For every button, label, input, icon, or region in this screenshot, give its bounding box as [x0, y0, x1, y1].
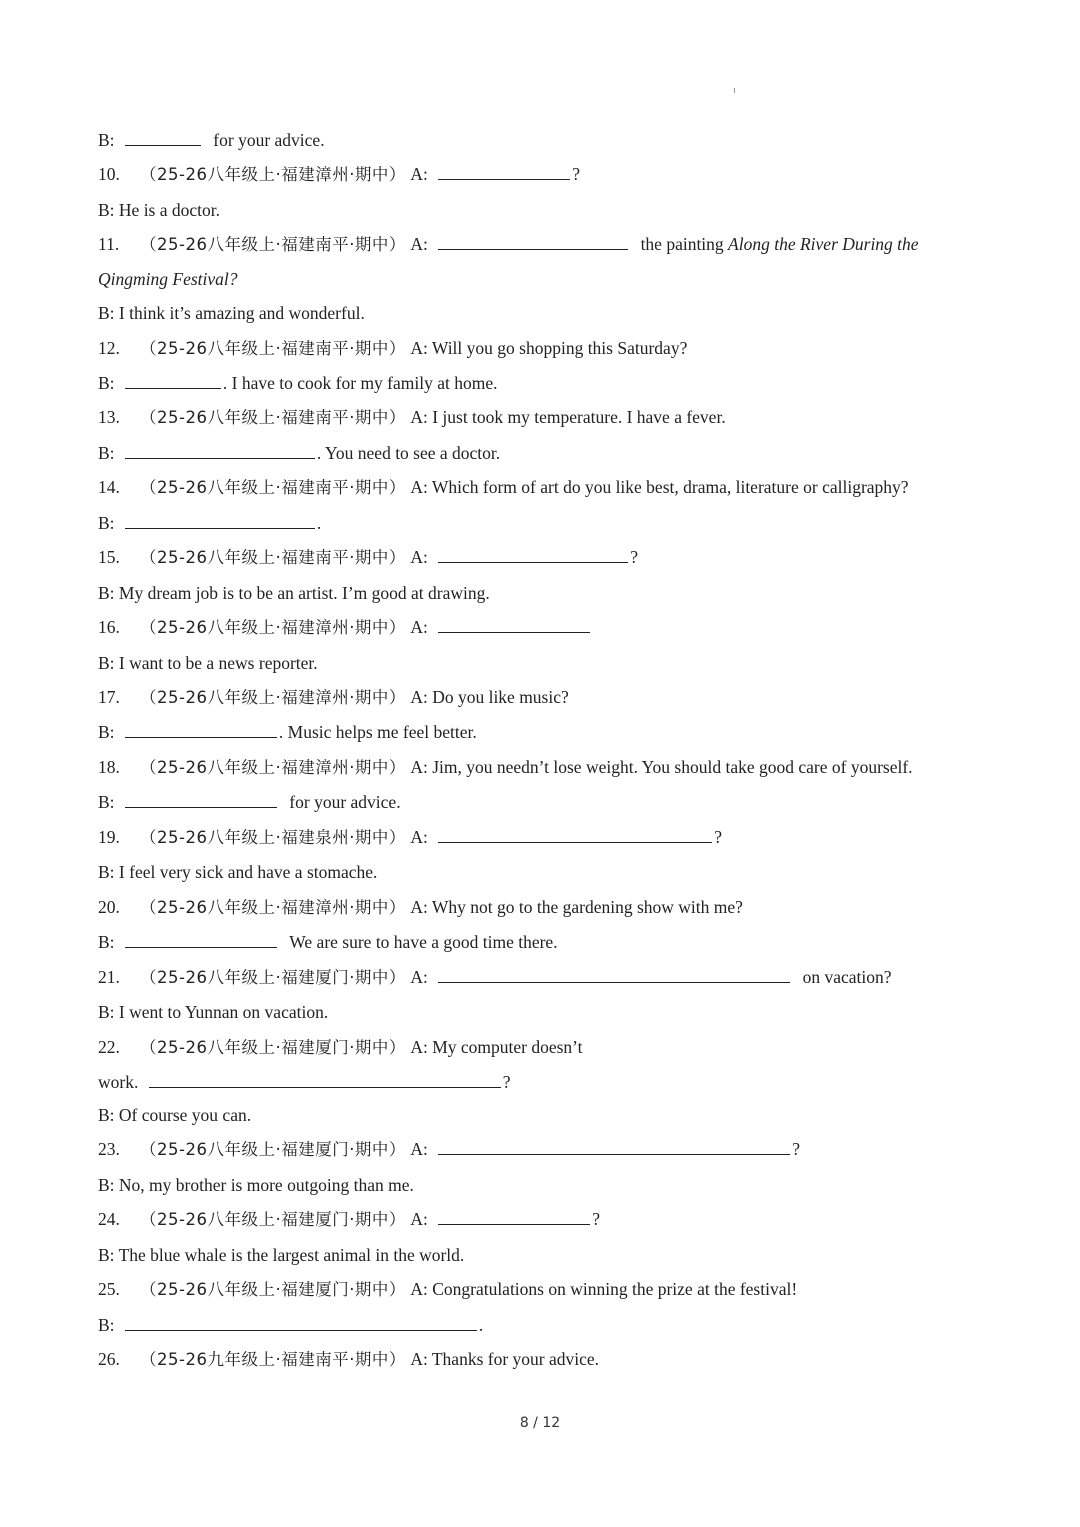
q16-b-line: B: I want to be a news reporter. — [98, 653, 318, 673]
answer-blank[interactable] — [438, 616, 590, 633]
q24-b-line: B: The blue whale is the largest animal in the world. — [98, 1245, 465, 1265]
answer-blank[interactable] — [438, 233, 628, 250]
answer-blank[interactable] — [438, 546, 628, 563]
answer-blank[interactable] — [125, 931, 277, 948]
q14-a-line: 14. （25-26八年级上·福建南平·期中） A: Which form of art do you like best, drama, literature or calligraphy? — [98, 477, 909, 497]
q19-a-line: 19. （25-26八年级上·福建泉州·期中） A: ? — [98, 827, 722, 847]
q17-b-line: B: . Music helps me feel better. — [98, 722, 477, 742]
q13-b-line: B: . You need to see a doctor. — [98, 443, 501, 463]
answer-blank[interactable] — [125, 512, 315, 529]
q22-a-line2: work. ? — [98, 1072, 511, 1092]
q19-b-line: B: I feel very sick and have a stomache. — [98, 862, 378, 882]
answer-blank[interactable] — [438, 826, 712, 843]
q20-b-line: B: We are sure to have a good time there. — [98, 932, 558, 952]
answer-blank[interactable] — [438, 1208, 590, 1225]
page-number: 8 / 12 — [519, 1415, 561, 1431]
q9-b-line: B: for your advice. — [98, 130, 325, 150]
q23-b-line: B: No, my brother is more outgoing than me. — [98, 1175, 414, 1195]
q15-a-line: 15. （25-26八年级上·福建南平·期中） A: ? — [98, 547, 638, 567]
q25-a-line: 25. （25-26八年级上·福建厦门·期中） A: Congratulations on winning the prize at the festival! — [98, 1279, 798, 1299]
q18-a-line: 18. （25-26八年级上·福建漳州·期中） A: Jim, you needn’t lose weight. You should take good care of yourself. — [98, 757, 913, 777]
q21-a-line: 21. （25-26八年级上·福建厦门·期中） A: on vacation? — [98, 967, 892, 987]
answer-blank[interactable] — [125, 372, 221, 389]
q15-b-line: B: My dream job is to be an artist. I’m good at drawing. — [98, 583, 490, 603]
answer-blank[interactable] — [125, 442, 315, 459]
q10-b-line: B: He is a doctor. — [98, 200, 220, 220]
q11-b-line: B: I think it’s amazing and wonderful. — [98, 303, 365, 323]
answer-blank[interactable] — [438, 966, 790, 983]
q18-b-line: B: for your advice. — [98, 792, 401, 812]
answer-blank[interactable] — [149, 1071, 501, 1088]
q24-a-line: 24. （25-26八年级上·福建厦门·期中） A: ? — [98, 1209, 600, 1229]
answer-blank[interactable] — [125, 791, 277, 808]
q12-a-line: 12. （25-26八年级上·福建南平·期中） A: Will you go shopping this Saturday? — [98, 338, 688, 358]
answer-blank[interactable] — [125, 129, 201, 146]
q12-b-line: B: . I have to cook for my family at home. — [98, 373, 498, 393]
q22-a-line: 22. （25-26八年级上·福建厦门·期中） A: My computer doesn’t — [98, 1037, 583, 1057]
q25-b-line: B: . — [98, 1315, 484, 1335]
answer-blank[interactable] — [438, 1138, 790, 1155]
answer-blank[interactable] — [125, 1314, 477, 1331]
q26-a-line: 26. （25-26九年级上·福建南平·期中） A: Thanks for your advice. — [98, 1349, 600, 1369]
scan-mark — [734, 88, 735, 93]
q20-a-line: 20. （25-26八年级上·福建漳州·期中） A: Why not go to the gardening show with me? — [98, 897, 743, 917]
q22-b-line: B: Of course you can. — [98, 1105, 252, 1125]
q16-a-line: 16. （25-26八年级上·福建漳州·期中） A: — [98, 616, 1020, 639]
q10-a-line: 10. （25-26八年级上·福建漳州·期中） A: ? — [98, 164, 580, 184]
q11-a-line2: Qingming Festival? — [98, 269, 238, 289]
q13-a-line: 13. （25-26八年级上·福建南平·期中） A: I just took my temperature. I have a fever. — [98, 407, 726, 427]
q21-b-line: B: I went to Yunnan on vacation. — [98, 1002, 329, 1022]
q23-a-line: 23. （25-26八年级上·福建厦门·期中） A: ? — [98, 1139, 800, 1159]
q14-b-line: B: . — [98, 513, 322, 533]
answer-blank[interactable] — [438, 163, 570, 180]
q11-a-line: 11. （25-26八年级上·福建南平·期中） A: the painting Along the River During the — [98, 234, 919, 254]
q17-a-line: 17. （25-26八年级上·福建漳州·期中） A: Do you like music? — [98, 687, 569, 707]
answer-blank[interactable] — [125, 721, 277, 738]
